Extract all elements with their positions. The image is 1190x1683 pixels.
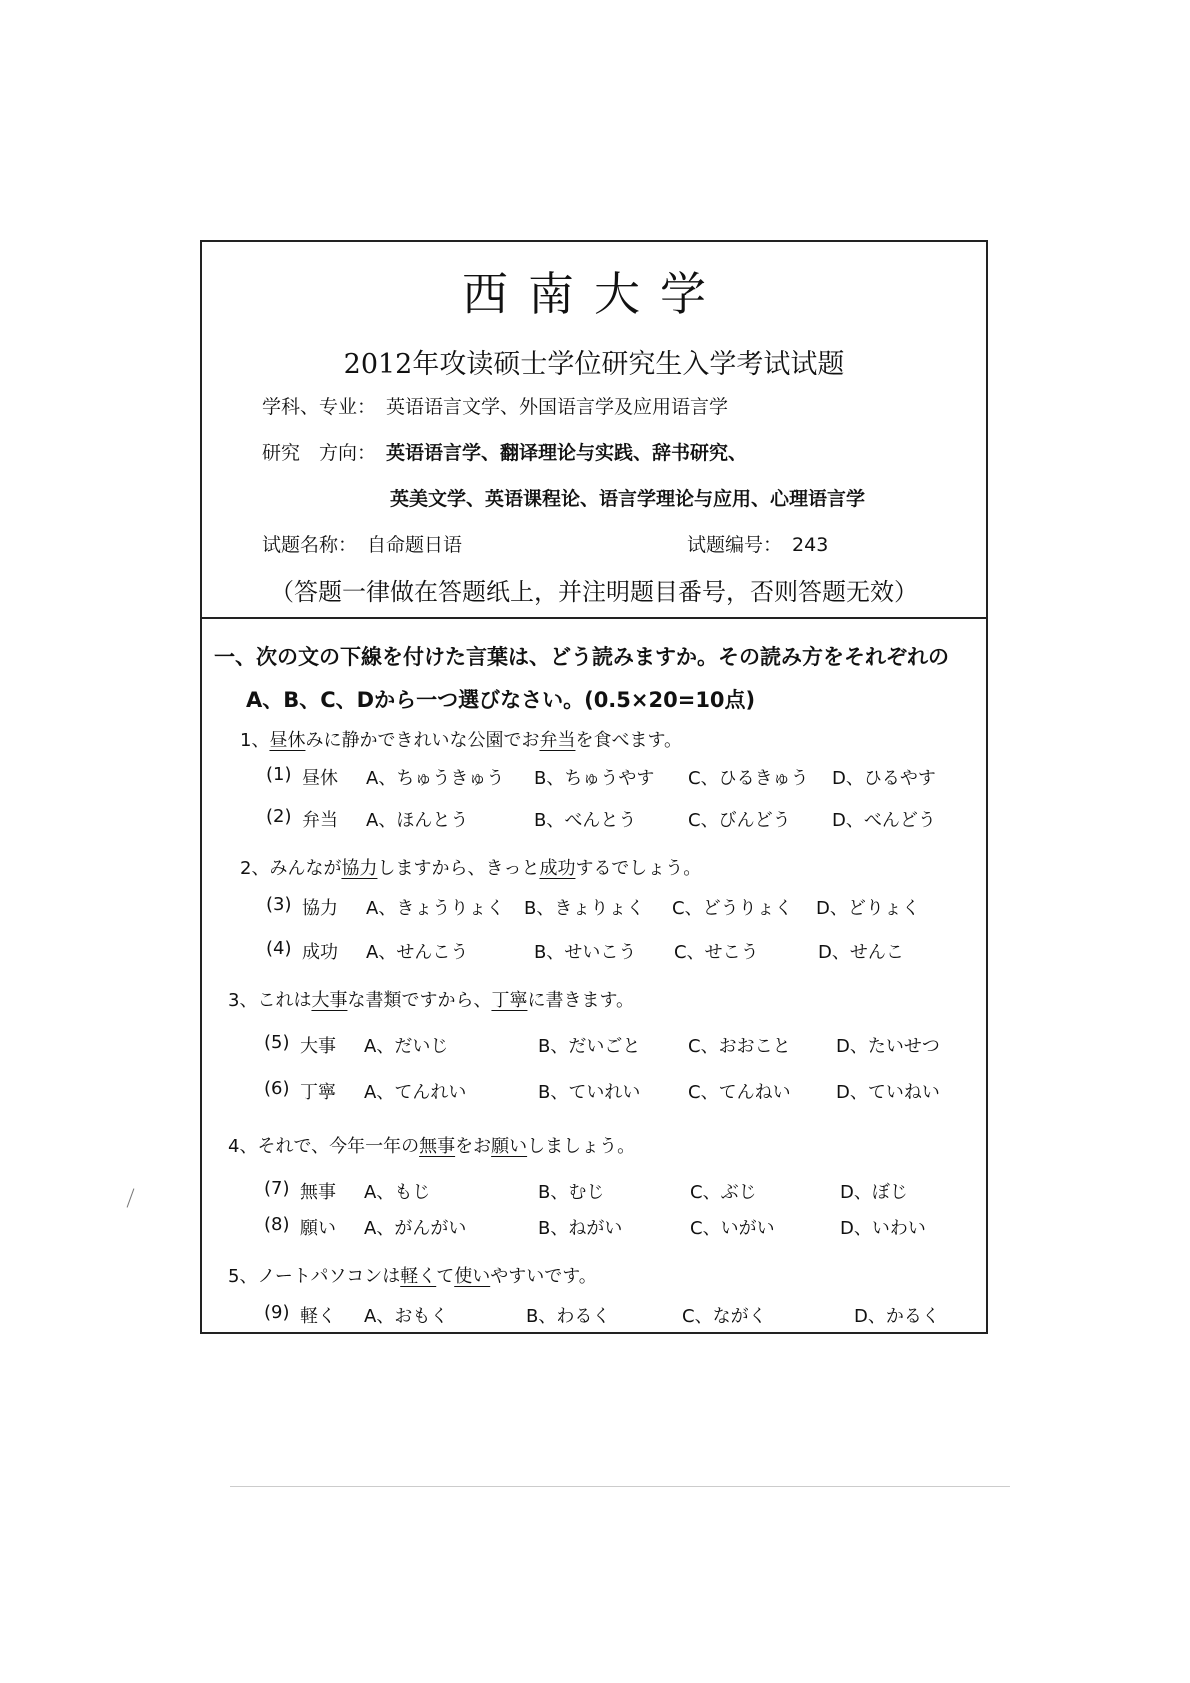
choice-c: C、どうりょく [672, 898, 793, 919]
underlined-word: 使い [454, 1266, 491, 1287]
item-number: (1) [266, 764, 292, 785]
choice-a: A、がんがい [364, 1218, 467, 1239]
choice-c: C、ぶじ [690, 1182, 757, 1203]
choice-d: D、ひるやす [832, 768, 936, 789]
exam-title: 2012年攻读硕士学位研究生入学考试试题 [343, 349, 845, 380]
option-row-2 [266, 806, 966, 832]
choice-a: A、てんれい [364, 1082, 467, 1103]
sentence-text: に書きます。 [527, 990, 635, 1011]
sentence-text: するでしょう。 [575, 858, 702, 879]
subject-label: 学科、专业： [262, 396, 377, 418]
sentence-text: これは [257, 990, 312, 1011]
scan-mark [127, 1188, 135, 1207]
sentence-text: て [436, 1266, 455, 1287]
choice-b: B、だいごと [538, 1036, 641, 1057]
choice-d: D、どりょく [816, 898, 920, 919]
choice-c: C、いがい [690, 1218, 775, 1239]
option-row-5 [264, 1032, 974, 1058]
underlined-word: 願い [491, 1136, 528, 1157]
paper-code-value: 243 [792, 534, 829, 556]
choice-a: A、ほんとう [366, 810, 469, 831]
underlined-word: 無事 [419, 1136, 456, 1157]
choice-b: B、むじ [538, 1182, 605, 1203]
item-word: 願い [300, 1218, 336, 1239]
item-number: (6) [264, 1078, 290, 1099]
paper-code-row [687, 530, 828, 557]
direction-line1: 英语语言学、翻译理论与实践、辞书研究、 [386, 442, 748, 464]
item-number: (8) [264, 1214, 290, 1235]
paper-name-value: 自命题日语 [367, 534, 463, 556]
question-number: 1、 [240, 730, 270, 751]
choice-b: B、べんとう [534, 810, 637, 831]
question-2-sentence [240, 854, 701, 880]
question-5-sentence [228, 1262, 597, 1288]
choice-a: A、もじ [364, 1182, 431, 1203]
choice-c: C、ひるきゅう [688, 768, 809, 789]
question-4-sentence [228, 1132, 635, 1158]
item-number: (2) [266, 806, 292, 827]
choice-a: A、せんこう [366, 942, 469, 963]
subject-value: 英语语言文学、外国语言学及应用语言学 [386, 396, 729, 418]
section-1-title-line1: 一、次の文の下線を付けた言葉は、どう読みますか。その読み方をそれぞれの [214, 645, 949, 669]
sentence-text: しますから、きっと [377, 858, 540, 879]
underlined-word: 丁寧 [491, 990, 528, 1011]
question-number: 3、 [228, 990, 258, 1011]
item-word: 弁当 [302, 810, 338, 831]
underlined-word: 協力 [341, 858, 378, 879]
choice-d: D、たいせつ [836, 1036, 940, 1057]
underlined-word: 成功 [539, 858, 576, 879]
choice-b: B、ていれい [538, 1082, 641, 1103]
sentence-text: ノートパソコンは [257, 1266, 401, 1287]
answer-notice: （答题一律做在答题纸上，并注明题目番号，否则答题无效） [270, 578, 918, 606]
item-number: (3) [266, 894, 292, 915]
sentence-text: な書類ですから、 [347, 990, 492, 1011]
sentence-text: を食べます。 [575, 730, 683, 751]
item-word: 成功 [302, 942, 338, 963]
item-word: 丁寧 [300, 1082, 336, 1103]
choice-a: A、だいじ [364, 1036, 449, 1057]
section-1-title [214, 636, 984, 722]
question-number: 5、 [228, 1266, 258, 1287]
choice-c: C、ながく [682, 1306, 767, 1327]
sentence-text: みに静かできれいな公園でお [305, 730, 540, 751]
choice-a: A、ちゅうきゅう [366, 768, 505, 789]
choice-d: D、せんこ [818, 942, 904, 963]
sentence-text: をお [455, 1136, 492, 1157]
choice-c: C、おおこと [688, 1036, 791, 1057]
exam-frame [200, 240, 988, 1334]
direction-label: 研究 方向： [262, 442, 377, 464]
option-row-6 [264, 1078, 974, 1104]
exam-header [202, 242, 986, 619]
sentence-text: それで、今年一年の [257, 1136, 420, 1157]
subject-row [262, 392, 728, 419]
item-word: 大事 [300, 1036, 336, 1057]
paper-name-label: 试题名称： [262, 534, 358, 556]
choice-a: A、おもく [364, 1306, 449, 1327]
item-word: 協力 [302, 898, 338, 919]
option-row-4 [266, 938, 966, 964]
choice-d: D、ぼじ [840, 1182, 908, 1203]
choice-d: D、ていねい [836, 1082, 940, 1103]
sentence-text: みんなが [269, 858, 342, 879]
question-number: 4、 [228, 1136, 258, 1157]
underlined-word: 軽く [400, 1266, 437, 1287]
choice-c: C、びんどう [688, 810, 791, 831]
item-number: (4) [266, 938, 292, 959]
item-word: 無事 [300, 1182, 336, 1203]
choice-b: B、せいこう [534, 942, 637, 963]
paper-name-row [262, 530, 462, 557]
item-number: (7) [264, 1178, 290, 1199]
item-word: 昼休 [302, 768, 338, 789]
choice-d: D、かるく [854, 1306, 940, 1327]
direction-row [262, 438, 747, 465]
underlined-word: 弁当 [539, 730, 576, 751]
choice-c: C、せこう [674, 942, 759, 963]
option-row-9 [264, 1302, 974, 1328]
choice-c: C、てんねい [688, 1082, 791, 1103]
option-row-7 [264, 1178, 974, 1204]
item-word: 軽く [300, 1306, 336, 1327]
section-1-title-line2: A、B、C、Dから一つ選びなさい。(0.5×20=10点) [246, 688, 756, 712]
option-row-8 [264, 1214, 974, 1240]
university-name: 西南大学 [462, 267, 726, 321]
sentence-text: やすいです。 [490, 1266, 597, 1287]
sentence-text: しましょう。 [527, 1136, 636, 1157]
paper-code-label: 试题编号： [687, 534, 783, 556]
underlined-word: 昼休 [269, 730, 306, 751]
choice-d: D、いわい [840, 1218, 926, 1239]
direction-line2: 英美文学、英语课程论、语言学理论与应用、心理语言学 [390, 488, 866, 510]
choice-d: D、べんどう [832, 810, 936, 831]
choice-b: B、ちゅうやす [534, 768, 655, 789]
choice-b: B、きょりょく [524, 898, 645, 919]
bottom-divider [230, 1486, 1010, 1487]
choice-b: B、わるく [526, 1306, 611, 1327]
item-number: (9) [264, 1302, 290, 1323]
choice-a: A、きょうりょく [366, 898, 505, 919]
question-3-sentence [228, 986, 634, 1012]
option-row-1 [266, 764, 966, 790]
option-row-3 [266, 894, 966, 920]
choice-b: B、ねがい [538, 1218, 623, 1239]
item-number: (5) [264, 1032, 290, 1053]
question-1-sentence [240, 726, 682, 752]
question-number: 2、 [240, 858, 270, 879]
underlined-word: 大事 [311, 990, 348, 1011]
